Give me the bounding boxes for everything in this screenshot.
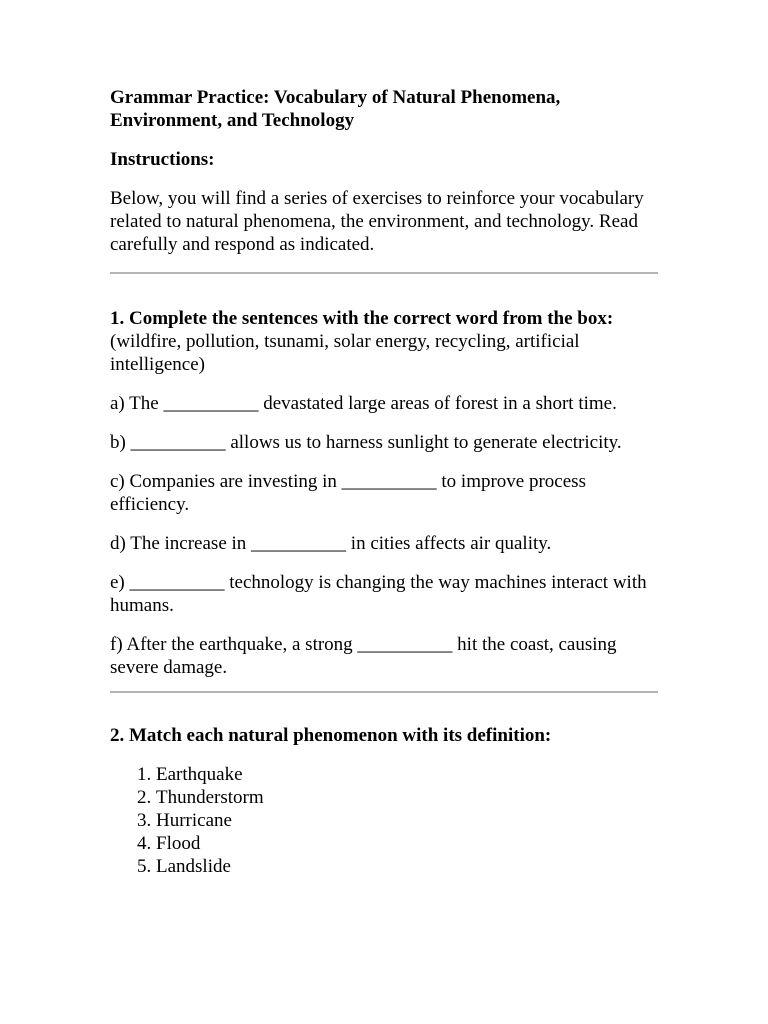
exercise-1 bbox=[110, 307, 658, 679]
word-box: (wildfire, pollution, tsunami, solar energy, recycling, artificial intelligence) bbox=[110, 331, 580, 375]
list-item: 3. Hurricane bbox=[156, 809, 658, 832]
exercise-2-heading: 2. Match each natural phenomenon with its definition: bbox=[110, 725, 552, 746]
list-item: 4. Flood bbox=[156, 832, 658, 855]
exercise-2 bbox=[110, 724, 658, 878]
sentence-d: d) The increase in __________ in cities affects air quality. bbox=[110, 533, 552, 554]
divider bbox=[110, 272, 658, 274]
sentence-a: a) The __________ devastated large areas of forest in a short time. bbox=[110, 393, 617, 414]
instructions-text: Below, you will find a series of exercises to reinforce your vocabulary related to natural phenomena, the environment, and technology. Read carefully and respond as indicated. bbox=[110, 188, 644, 255]
instructions-heading: Instructions: bbox=[110, 149, 215, 170]
sentence-c: c) Companies are investing in __________ to improve process efficiency. bbox=[110, 471, 586, 515]
document-title: Grammar Practice: Vocabulary of Natural Phenomena, Environment, and Technology bbox=[110, 87, 561, 131]
sentence-f: f) After the earthquake, a strong __________ hit the coast, causing severe damage. bbox=[110, 634, 617, 678]
list-item: 5. Landslide bbox=[156, 855, 658, 878]
divider bbox=[110, 691, 658, 693]
exercise-1-heading: 1. Complete the sentences with the correct word from the box: bbox=[110, 308, 614, 329]
sentence-e: e) __________ technology is changing the way machines interact with humans. bbox=[110, 572, 647, 616]
list-item: 1. Earthquake bbox=[156, 763, 658, 786]
phenomena-list bbox=[110, 763, 658, 878]
list-item: 2. Thunderstorm bbox=[156, 786, 658, 809]
document-page bbox=[110, 86, 658, 878]
sentence-b: b) __________ allows us to harness sunlight to generate electricity. bbox=[110, 432, 622, 453]
